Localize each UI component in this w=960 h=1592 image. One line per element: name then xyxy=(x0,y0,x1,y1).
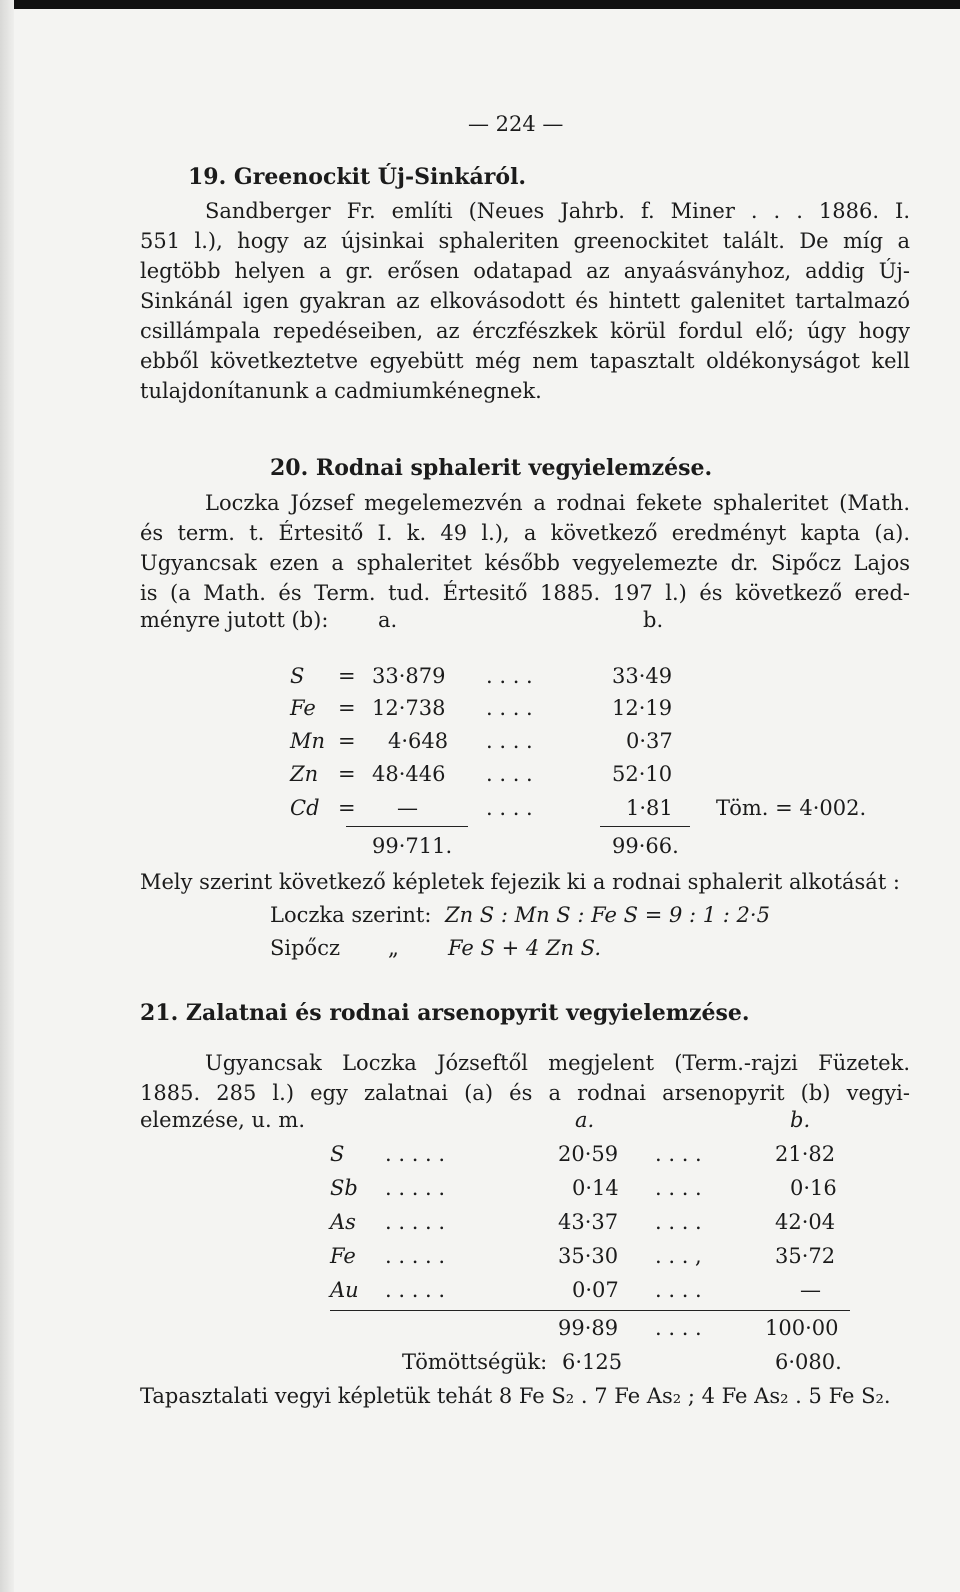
column-header-a: a. xyxy=(575,1108,595,1132)
leader-dots: . . . . xyxy=(655,1176,702,1200)
value-b: 0·16 xyxy=(790,1176,837,1200)
equals-sign: = xyxy=(338,664,356,688)
leader-dots: . . . . . xyxy=(385,1210,446,1234)
formula-sipocz: Fe S + 4 Zn S. xyxy=(448,936,601,960)
analysis-intro-line: ményre jutott (b): xyxy=(140,608,329,632)
value-b: — xyxy=(800,1278,821,1302)
element-symbol: Fe xyxy=(330,1244,356,1268)
ditto-mark: „ xyxy=(388,936,399,960)
leader-dots: . . . , xyxy=(655,1244,702,1268)
leader-dots: . . . . xyxy=(486,796,533,820)
sum-rule-b xyxy=(600,826,690,827)
leader-dots: . . . . . xyxy=(385,1176,446,1200)
total-b: 100·00 xyxy=(765,1316,839,1340)
formula-sipocz-label: Sipőcz xyxy=(270,936,341,960)
leader-dots: . . . . xyxy=(655,1142,702,1166)
text-line: is (a Math. és Term. tud. Értesitő 1885. 197 l.) és következő ered- xyxy=(140,581,910,605)
sum-rule-a xyxy=(346,826,468,827)
leader-dots: . . . . xyxy=(486,762,533,786)
density-a: 6·125 xyxy=(562,1350,623,1374)
element-symbol: Fe xyxy=(290,696,316,720)
leader-dots: . . . . xyxy=(486,696,533,720)
value-b: 35·72 xyxy=(775,1244,836,1268)
column-header-a: a. xyxy=(378,608,398,632)
element-symbol: Zn xyxy=(290,762,319,786)
text-line: csillámpala repedéseiben, az érczfészkek körül fordul elő; úgy hogy xyxy=(140,319,910,343)
value-a: 20·59 xyxy=(558,1142,619,1166)
analysis-intro-line: elemzése, u. m. xyxy=(140,1108,305,1132)
text-line: 1885. 285 l.) egy zalatnai (a) és a rodnai arsenopyrit (b) vegyi- xyxy=(140,1081,910,1105)
equals-sign: = xyxy=(338,762,356,786)
value-b: 0·37 xyxy=(626,729,673,753)
value-b: 1·81 xyxy=(626,796,673,820)
value-a: 4·648 xyxy=(388,729,449,753)
leader-dots: . . . . . xyxy=(385,1278,446,1302)
column-header-b: b. xyxy=(643,608,664,632)
leader-dots: . . . . xyxy=(655,1278,702,1302)
text-line: ebből következtetve egyebütt még nem tapasztalt oldékonyságot kell xyxy=(140,349,910,373)
leader-dots: . . . . xyxy=(486,729,533,753)
text-line: Ugyancsak Loczka Józseftől megjelent (Term.-rajzi Füzetek. xyxy=(205,1051,910,1075)
total-a: 99·89 xyxy=(558,1316,619,1340)
equals-sign: = xyxy=(338,796,356,820)
text-line: Sinkánál igen gyakran az elkovásodott és hintett galenitet tartalmazó xyxy=(140,289,910,313)
element-symbol: Cd xyxy=(290,796,320,820)
element-symbol: Au xyxy=(330,1278,359,1302)
formula-intro: Mely szerint következő képletek fejezik ki a rodnai sphalerit alkotását : xyxy=(140,870,901,894)
value-a: 0·14 xyxy=(572,1176,619,1200)
leader-dots: . . . . . xyxy=(385,1142,446,1166)
element-symbol: As xyxy=(330,1210,356,1234)
text-line: Loczka József megelemezvén a rodnai fekete sphaleritet (Math. xyxy=(205,491,910,515)
sum-rule xyxy=(330,1310,850,1311)
section-19-paragraph xyxy=(140,196,910,406)
value-b: 42·04 xyxy=(775,1210,836,1234)
empirical-formula-line: Tapasztalati vegyi képletük tehát 8 Fe S₂ . 7 Fe As₂ ; 4 Fe As₂ . 5 Fe S₂. xyxy=(140,1384,891,1408)
value-b: 33·49 xyxy=(612,664,673,688)
text-line: tulajdonítanunk a cadmiumkénegnek. xyxy=(140,379,542,403)
text-line: legtöbb helyen a gr. erősen odatapad az anyaásványhoz, addig Új- xyxy=(140,259,910,283)
value-b: 52·10 xyxy=(612,762,673,786)
scan-top-border xyxy=(0,0,960,9)
value-a: 33·879 xyxy=(372,664,446,688)
value-a: 48·446 xyxy=(372,762,446,786)
leader-dots: . . . . . xyxy=(385,1244,446,1268)
value-a: 0·07 xyxy=(572,1278,619,1302)
leader-dots: . . . . xyxy=(655,1210,702,1234)
formula-loczka: Zn S : Mn S : Fe S = 9 : 1 : 2·5 xyxy=(445,903,770,927)
density-label: Tömöttségük: xyxy=(402,1350,548,1374)
value-a: 12·738 xyxy=(372,696,446,720)
text-line: Sandberger Fr. említi (Neues Jahrb. f. Miner . . . 1886. I. xyxy=(205,199,910,223)
element-symbol: Sb xyxy=(330,1176,358,1200)
column-header-b: b. xyxy=(790,1108,811,1132)
value-a: 35·30 xyxy=(558,1244,619,1268)
section-21-paragraph xyxy=(140,1048,910,1108)
value-b: 21·82 xyxy=(775,1142,836,1166)
total-note: Töm. = 4·002. xyxy=(716,796,867,820)
formula-loczka-label: Loczka szerint: xyxy=(270,903,432,927)
section-19-heading: 19. Greenockit Új-Sinkáról. xyxy=(188,164,527,190)
section-20-heading: 20. Rodnai sphalerit vegyielemzése. xyxy=(270,455,713,481)
value-a: — xyxy=(397,796,418,820)
value-b: 12·19 xyxy=(612,696,673,720)
leader-dots: . . . . xyxy=(655,1316,702,1340)
leader-dots: . . . . xyxy=(486,664,533,688)
equals-sign: = xyxy=(338,729,356,753)
page-number: — 224 — xyxy=(468,112,564,136)
text-line: 551 l.), hogy az újsinkai sphaleriten greenockitet talált. De míg a xyxy=(140,229,910,253)
element-symbol: Mn xyxy=(290,729,326,753)
value-a: 43·37 xyxy=(558,1210,619,1234)
density-b: 6·080. xyxy=(775,1350,842,1374)
element-symbol: S xyxy=(330,1142,345,1166)
scan-left-edge xyxy=(0,0,14,1592)
text-line: és term. t. Értesitő I. k. 49 l.), a következő eredményt kapta (a). xyxy=(140,521,910,545)
text-line: Ugyancsak ezen a sphaleritet később vegyelemezte dr. Sipőcz Lajos xyxy=(140,551,910,575)
total-a: 99·711. xyxy=(372,834,453,858)
element-symbol: S xyxy=(290,664,305,688)
section-20-paragraph xyxy=(140,488,910,608)
total-b: 99·66. xyxy=(612,834,679,858)
equals-sign: = xyxy=(338,696,356,720)
section-21-heading: 21. Zalatnai és rodnai arsenopyrit vegyielemzése. xyxy=(140,1000,750,1026)
